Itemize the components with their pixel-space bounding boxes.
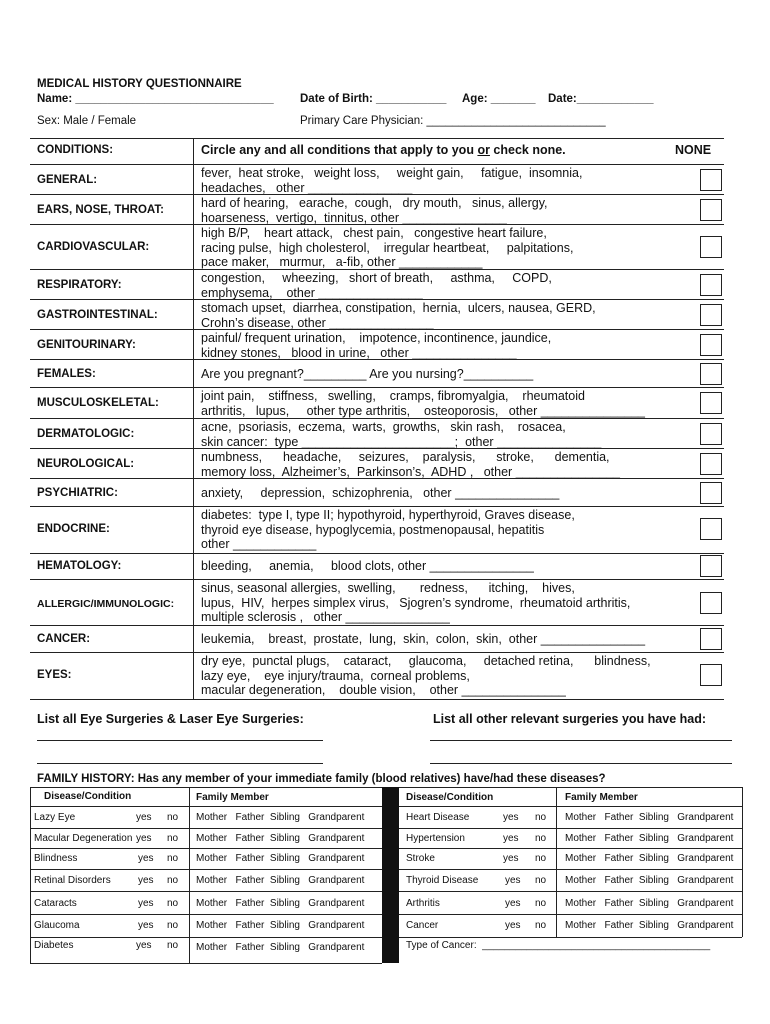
none-checkbox-neurological[interactable] — [700, 453, 722, 475]
other-surgeries-label: List all other relevant surgeries you have had: — [433, 712, 707, 726]
condition-label-allergic: ALLERGIC/IMMUNOLOGIC: — [37, 598, 175, 610]
member-options[interactable]: Mother Father Sibling Grandparent — [196, 942, 365, 953]
none-checkbox-dermatologic[interactable] — [700, 423, 722, 445]
condition-text-dermatologic[interactable]: acne, psoriasis, eczema, warts, growths, skin rash, rosacea, skin cancer: type ______________________; other _______________ — [201, 420, 602, 449]
none-checkbox-psychiatric[interactable] — [700, 482, 722, 504]
condition-label-neurological: NEUROLOGICAL: — [37, 458, 135, 470]
member-options[interactable]: Mother Father Sibling Grandparent — [565, 898, 734, 909]
member-options[interactable]: Mother Father Sibling Grandparent — [565, 875, 734, 886]
family-disease-right-3: Thyroid Disease — [406, 875, 479, 886]
condition-text-psychiatric[interactable]: anxiety, depression, schizophrenia, other _______________ — [201, 486, 560, 500]
family-history-title: FAMILY HISTORY: Has any member of your immediate family (blood relatives) have/had these diseases? — [37, 773, 606, 785]
no-option[interactable]: no — [535, 875, 547, 886]
col-disease-left: Disease/Condition — [44, 791, 132, 802]
none-checkbox-respiratory[interactable] — [700, 274, 722, 296]
condition-label-cancer: CANCER: — [37, 633, 91, 645]
condition-text-cardiovascular[interactable]: high B/P, heart attack, chest pain, congestive heart failure, racing pulse, high cholesterol, irregular heartbeat, palpitations, pace maker, murmur, a-fib, other ____________ — [201, 226, 574, 269]
member-options[interactable]: Mother Father Sibling Grandparent — [196, 898, 365, 909]
col-member-left: Family Member — [196, 792, 269, 803]
member-options[interactable]: Mother Father Sibling Grandparent — [196, 875, 365, 886]
conditions-label: CONDITIONS: — [37, 144, 114, 156]
condition-label-endocrine: ENDOCRINE: — [37, 523, 110, 535]
no-option[interactable]: no — [167, 940, 179, 951]
member-options[interactable]: Mother Father Sibling Grandparent — [196, 833, 365, 844]
family-disease-right-4: Arthritis — [406, 898, 440, 909]
condition-label-ent: EARS, NOSE, THROAT: — [37, 204, 164, 216]
yes-option[interactable]: yes — [136, 812, 152, 823]
family-disease-right-0: Heart Disease — [406, 812, 470, 823]
none-checkbox-cardiovascular[interactable] — [700, 236, 722, 258]
none-checkbox-allergic[interactable] — [700, 592, 722, 614]
none-checkbox-eyes[interactable] — [700, 664, 722, 686]
yes-option[interactable]: yes — [136, 940, 152, 951]
form-title: MEDICAL HISTORY QUESTIONNAIRE — [37, 78, 242, 90]
family-disease-left-2: Blindness — [34, 853, 78, 864]
eye-surgery-line-2[interactable] — [37, 763, 323, 764]
condition-text-cancer[interactable]: leukemia, breast, prostate, lung, skin, colon, skin, other _______________ — [201, 632, 646, 646]
no-option[interactable]: no — [535, 898, 547, 909]
none-checkbox-cancer[interactable] — [700, 628, 722, 650]
condition-text-ent[interactable]: hard of hearing, earache, cough, dry mouth, sinus, allergy, hoarseness, vertigo, tinnitus, other _______________ — [201, 196, 548, 225]
yes-option[interactable]: yes — [505, 920, 521, 931]
family-disease-left-3: Retinal Disorders — [34, 875, 111, 886]
member-options[interactable]: Mother Father Sibling Grandparent — [565, 833, 734, 844]
no-option[interactable]: no — [167, 853, 179, 864]
family-disease-left-6: Diabetes — [34, 940, 74, 951]
member-options[interactable]: Mother Father Sibling Grandparent — [565, 920, 734, 931]
condition-text-eyes[interactable]: dry eye, punctal plugs, cataract, glaucoma, detached retina, blindness, lazy eye, eye injury/trauma, corneal problems, macular degeneration, double vision, other _______________ — [201, 654, 651, 697]
condition-label-eyes: EYES: — [37, 669, 72, 681]
other-surgery-line-1[interactable] — [430, 740, 732, 741]
member-options[interactable]: Mother Father Sibling Grandparent — [196, 920, 365, 931]
condition-label-musculoskeletal: MUSCULOSKELETAL: — [37, 397, 159, 409]
none-checkbox-endocrine[interactable] — [700, 518, 722, 540]
condition-text-females[interactable]: Are you pregnant?_________ Are you nursing?__________ — [201, 367, 534, 381]
member-options[interactable]: Mother Father Sibling Grandparent — [565, 853, 734, 864]
column-divider — [382, 787, 399, 963]
no-option[interactable]: no — [167, 875, 179, 886]
no-option[interactable]: no — [167, 812, 179, 823]
family-disease-right-5: Cancer — [406, 920, 439, 931]
member-options[interactable]: Mother Father Sibling Grandparent — [196, 853, 365, 864]
cancer-type-field[interactable]: Type of Cancer: _________________________________________ — [406, 940, 711, 951]
none-checkbox-general[interactable] — [700, 169, 722, 191]
physician-field[interactable]: Primary Care Physician: ____________________________ — [300, 115, 606, 127]
family-disease-left-1: Macular Degeneration — [34, 833, 133, 844]
condition-label-general: GENERAL: — [37, 174, 98, 186]
yes-option[interactable]: yes — [505, 875, 521, 886]
no-option[interactable]: no — [535, 853, 547, 864]
other-surgery-line-2[interactable] — [430, 763, 732, 764]
yes-option[interactable]: yes — [138, 898, 154, 909]
family-disease-right-2: Stroke — [406, 853, 435, 864]
condition-text-general[interactable]: fever, heat stroke, weight loss, weight gain, fatigue, insomnia, headaches, other _______________ — [201, 166, 583, 195]
condition-text-endocrine[interactable]: diabetes: type I, type II; hypothyroid, hyperthyroid, Graves disease, thyroid eye disease, hypoglycemia, postmenopausal, hepatitis other ____________ — [201, 508, 575, 551]
yes-option[interactable]: yes — [138, 920, 154, 931]
condition-text-respiratory[interactable]: congestion, wheezing, short of breath, asthma, COPD, emphysema, other _______________ — [201, 271, 552, 300]
eye-surgery-line-1[interactable] — [37, 740, 323, 741]
yes-option[interactable]: yes — [503, 833, 519, 844]
family-disease-left-5: Glaucoma — [34, 920, 80, 931]
none-checkbox-hematology[interactable] — [700, 555, 722, 577]
member-options[interactable]: Mother Father Sibling Grandparent — [196, 812, 365, 823]
yes-option[interactable]: yes — [505, 898, 521, 909]
conditions-instruction: Circle any and all conditions that apply to you or check none. — [201, 143, 566, 157]
col-member-right: Family Member — [565, 792, 638, 803]
condition-text-musculoskeletal[interactable]: joint pain, stiffness, swelling, cramps, fibromyalgia, rheumatoid arthritis, lupus, other type arthritis, osteoporosis, other _______________ — [201, 389, 646, 418]
age-field[interactable]: Age: _______ — [462, 93, 536, 105]
none-checkbox-ent[interactable] — [700, 199, 722, 221]
col-disease-right: Disease/Condition — [406, 792, 494, 803]
name-field[interactable]: Name: _______________________________ — [37, 93, 274, 105]
yes-option[interactable]: yes — [138, 853, 154, 864]
yes-option[interactable]: yes — [136, 833, 152, 844]
condition-label-females: FEMALES: — [37, 368, 96, 380]
eye-surgeries-label: List all Eye Surgeries & Laser Eye Surgeries: — [37, 712, 304, 726]
family-disease-right-1: Hypertension — [406, 833, 465, 844]
no-option[interactable]: no — [167, 920, 179, 931]
no-option[interactable]: no — [167, 898, 179, 909]
family-disease-left-4: Cataracts — [34, 898, 77, 909]
condition-label-hematology: HEMATOLOGY: — [37, 560, 122, 572]
no-option[interactable]: no — [535, 920, 547, 931]
no-option[interactable]: no — [535, 833, 547, 844]
condition-text-gastrointestinal[interactable]: stomach upset, diarrhea, constipation, hernia, ulcers, nausea, GERD, Crohn’s disease, other _______________ — [201, 301, 596, 330]
condition-label-gastrointestinal: GASTROINTESTINAL: — [37, 309, 158, 321]
condition-label-genitourinary: GENITOURINARY: — [37, 339, 136, 351]
date-field[interactable]: Date:____________ — [548, 93, 654, 105]
yes-option[interactable]: yes — [138, 875, 154, 886]
condition-text-hematology[interactable]: bleeding, anemia, blood clots, other _______________ — [201, 559, 534, 573]
dob-field[interactable]: Date of Birth: ___________ — [300, 93, 447, 105]
condition-label-psychiatric: PSYCHIATRIC: — [37, 487, 118, 499]
none-checkbox-females[interactable] — [700, 363, 722, 385]
family-disease-left-0: Lazy Eye — [34, 812, 76, 823]
none-checkbox-genitourinary[interactable] — [700, 334, 722, 356]
condition-label-dermatologic: DERMATOLOGIC: — [37, 428, 135, 440]
no-option[interactable]: no — [535, 812, 547, 823]
condition-text-allergic[interactable]: sinus, seasonal allergies, swelling, redness, itching, hives, lupus, HIV, herpes simplex virus, Sjogren’s syndrome, rheumatoid arthritis, multiple sclerosis , other _______________ — [201, 581, 631, 624]
yes-option[interactable]: yes — [503, 853, 519, 864]
none-checkbox-musculoskeletal[interactable] — [700, 392, 722, 414]
condition-label-respiratory: RESPIRATORY: — [37, 279, 122, 291]
none-checkbox-gastrointestinal[interactable] — [700, 304, 722, 326]
none-header: NONE — [675, 143, 712, 157]
no-option[interactable]: no — [167, 833, 179, 844]
yes-option[interactable]: yes — [503, 812, 519, 823]
sex-field[interactable]: Sex: Male / Female — [37, 115, 137, 127]
condition-text-genitourinary[interactable]: painful/ frequent urination, impotence, incontinence, jaundice, kidney stones, blood in urine, other _______________ — [201, 331, 552, 360]
member-options[interactable]: Mother Father Sibling Grandparent — [565, 812, 734, 823]
condition-text-neurological[interactable]: numbness, headache, seizures, paralysis, stroke, dementia, memory loss, Alzheimer’s, Parkinson’s, ADHD , other _______________ — [201, 450, 620, 479]
condition-label-cardiovascular: CARDIOVASCULAR: — [37, 241, 150, 253]
